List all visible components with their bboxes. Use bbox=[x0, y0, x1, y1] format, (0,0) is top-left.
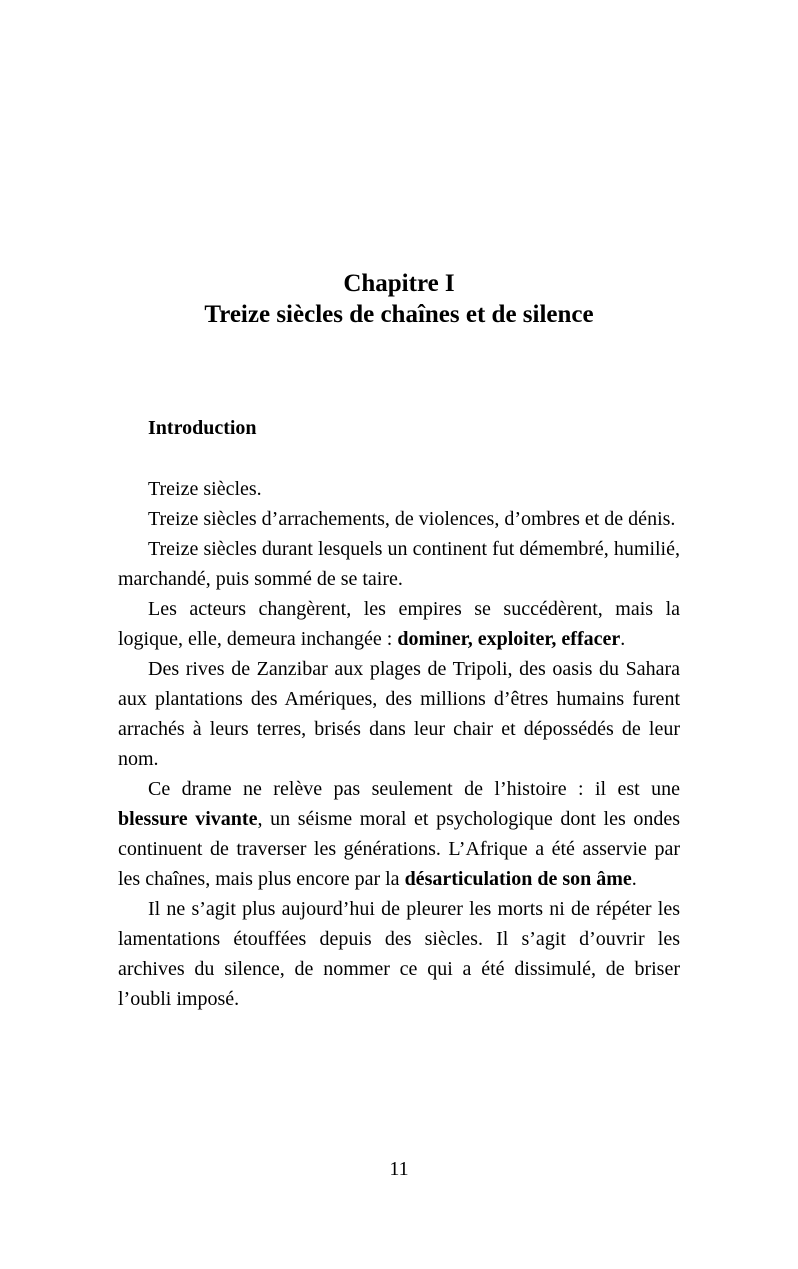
text-run: Des rives de Zanzibar aux plages de Tripoli, des oasis du Sahara aux plantations des Amériques, des millions d’êtres humains furent arrachés à leurs terres, brisés dans leur chair et dépossédés de leur nom. bbox=[118, 658, 680, 770]
paragraph bbox=[118, 534, 680, 594]
paragraph bbox=[118, 474, 680, 504]
text-run: Treize siècles d’arrachements, de violences, d’ombres et de dénis. bbox=[148, 508, 676, 530]
section-title: Introduction bbox=[148, 417, 257, 439]
page-number: 11 bbox=[389, 1158, 409, 1180]
emphasis-text: dominer, exploiter, effacer bbox=[397, 628, 621, 650]
chapter-title: Treize siècles de chaînes et de silence bbox=[204, 301, 594, 328]
text-run: . bbox=[631, 868, 637, 890]
text-run: Les acteurs changèrent, les empires se succédèrent, mais la logique, elle, demeura inchangée : bbox=[118, 598, 680, 650]
body-text bbox=[118, 474, 680, 1014]
paragraph bbox=[118, 504, 680, 534]
chapter-number: Chapitre I bbox=[343, 270, 455, 297]
text-run: . bbox=[620, 628, 626, 650]
text-run: Treize siècles. bbox=[148, 478, 262, 500]
paragraph bbox=[118, 894, 680, 1014]
text-run: Ce drame ne relève pas seulement de l’histoire : il est une bbox=[148, 778, 680, 800]
paragraph bbox=[118, 594, 680, 654]
emphasis-text: blessure vivante bbox=[118, 808, 258, 830]
chapter-heading bbox=[0, 268, 798, 330]
text-run: Treize siècles durant lesquels un continent fut démembré, humilié, marchandé, puis sommé de se taire. bbox=[118, 538, 680, 590]
paragraph bbox=[118, 654, 680, 774]
text-run: , un séisme moral et psychologique dont les ondes continuent de traverser les générations. L’Afrique a été asservie par les chaînes, mais plus encore par la bbox=[118, 808, 681, 890]
text-run: Il ne s’agit plus aujourd’hui de pleurer les morts ni de répéter les lamentations étouffées depuis des siècles. Il s’agit d’ouvrir les archives du silence, de nommer ce qui a été dissimulé, de briser l’oubli imposé. bbox=[118, 898, 680, 1010]
emphasis-text: désarticulation de son âme bbox=[404, 868, 632, 890]
paragraph bbox=[118, 774, 680, 894]
